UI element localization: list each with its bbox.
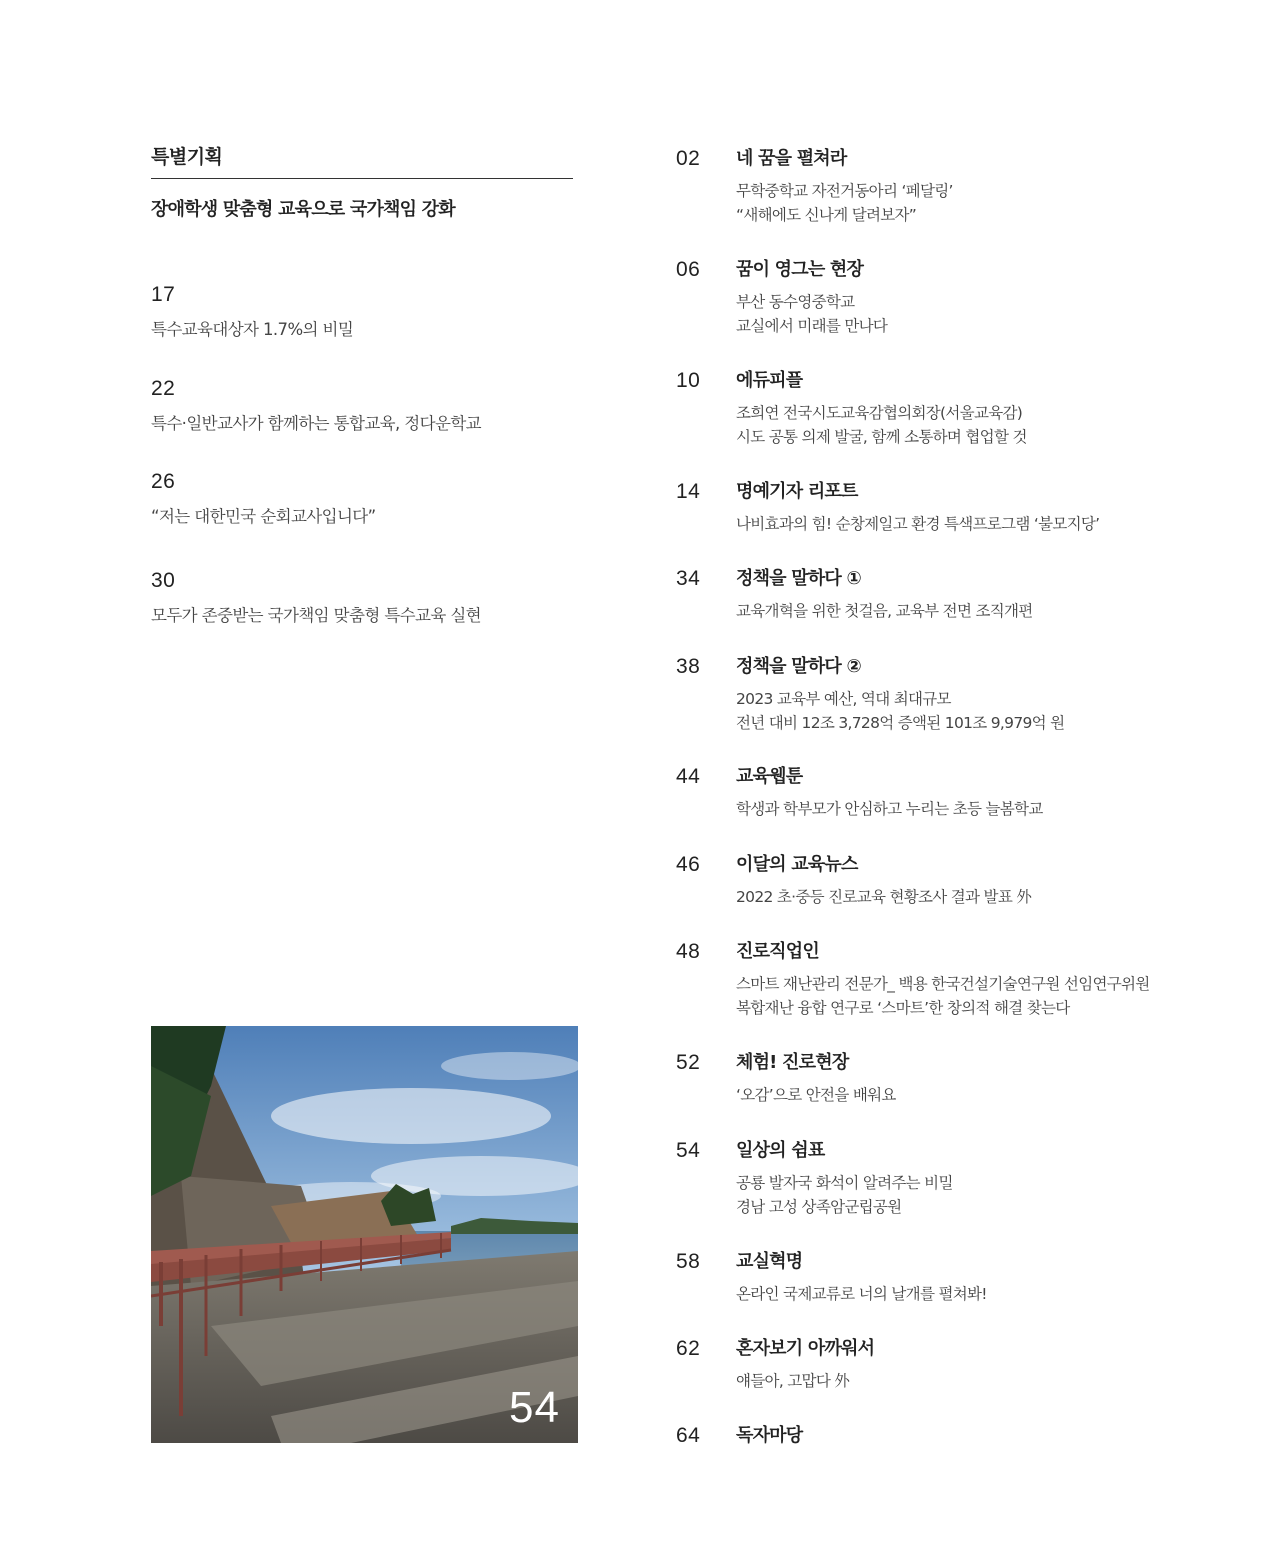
toc-title: 네 꿈을 펼쳐라	[736, 148, 847, 169]
toc-title: 교육웹툰	[736, 766, 803, 787]
toc-description: 무학중학교 자전거동아리 ‘페달링’ “새해에도 신나게 달려보자”	[736, 182, 953, 224]
toc-description: 2023 교육부 예산, 역대 최대규모 전년 대비 12조 3,728억 증액된 101조 9,979억 원	[736, 690, 1065, 732]
toc-title: 체험! 진로현장	[736, 1052, 849, 1073]
special-item[interactable]	[151, 470, 591, 527]
toc-page-number: 48	[676, 940, 701, 963]
toc-title: 교실혁명	[736, 1251, 803, 1272]
coastal-photo[interactable]	[151, 1026, 578, 1443]
special-item-page: 30	[151, 569, 176, 592]
special-item-page: 26	[151, 470, 176, 493]
toc-description: 2022 초·중등 진로교육 현황조사 결과 발표 外	[736, 888, 1032, 906]
toc-description: ‘오감’으로 안전을 배워요	[736, 1086, 896, 1104]
toc-description: 부산 동수영중학교 교실에서 미래를 만나다	[736, 293, 888, 335]
special-item-text: 특수·일반교사가 함께하는 통합교육, 정다운학교	[151, 414, 482, 433]
toc-description: 조희연 전국시도교육감협의회장(서울교육감) 시도 공통 의제 발굴, 함께 소통하며 협업할 것	[736, 404, 1027, 446]
toc-page-number: 38	[676, 655, 701, 678]
special-feature-label: 특별기획	[151, 142, 573, 179]
toc-title: 혼자보기 아까워서	[736, 1338, 875, 1359]
toc-title: 정책을 말하다 ②	[736, 656, 861, 677]
toc-page-number: 06	[676, 258, 701, 281]
toc-description: 온라인 국제교류로 너의 날개를 펼쳐봐!	[736, 1285, 987, 1303]
toc-page-number: 02	[676, 147, 701, 170]
toc-page-number: 44	[676, 765, 701, 788]
toc-page-number: 34	[676, 567, 701, 590]
toc-page-number: 64	[676, 1424, 701, 1447]
toc-title: 이달의 교육뉴스	[736, 854, 858, 875]
special-item-text: 모두가 존중받는 국가책임 맞춤형 특수교육 실현	[151, 606, 482, 625]
toc-page-number: 54	[676, 1139, 701, 1162]
special-item-text: “저는 대한민국 순회교사입니다”	[151, 507, 376, 526]
toc-page-number: 10	[676, 369, 701, 392]
toc-description: 스마트 재난관리 전문가_ 백용 한국건설기술연구원 선임연구위원 복합재난 융합 연구로 ‘스마트’한 창의적 해결 찾는다	[736, 975, 1150, 1017]
special-item-page: 17	[151, 283, 176, 306]
toc-title: 에듀피플	[736, 370, 803, 391]
toc-page-number: 46	[676, 853, 701, 876]
special-item[interactable]	[151, 377, 591, 434]
toc-page-number: 52	[676, 1051, 701, 1074]
special-feature-header	[151, 142, 573, 221]
toc-title: 정책을 말하다 ①	[736, 568, 861, 589]
special-feature-subtitle: 장애학생 맞춤형 교육으로 국가책임 강화	[151, 199, 455, 220]
toc-title: 명예기자 리포트	[736, 481, 858, 502]
toc-title: 독자마당	[736, 1425, 803, 1446]
special-item-text: 특수교육대상자 1.7%의 비밀	[151, 320, 354, 339]
special-item[interactable]	[151, 283, 591, 340]
toc-description: 얘들아, 고맙다 外	[736, 1372, 850, 1390]
toc-page-number: 14	[676, 480, 701, 503]
toc-page-number: 62	[676, 1337, 701, 1360]
toc-title: 일상의 쉼표	[736, 1140, 825, 1161]
toc-description: 나비효과의 힘! 순창제일고 환경 특색프로그램 ‘불모지당’	[736, 515, 1100, 533]
photo-page-number: 54	[509, 1383, 560, 1432]
toc-description: 교육개혁을 위한 첫걸음, 교육부 전면 조직개편	[736, 602, 1033, 620]
toc-title: 진로직업인	[736, 941, 819, 962]
special-item[interactable]	[151, 569, 591, 626]
toc-description: 학생과 학부모가 안심하고 누리는 초등 늘봄학교	[736, 800, 1043, 818]
toc-title: 꿈이 영그는 현장	[736, 259, 864, 280]
coastal-photo-illustration	[151, 1026, 578, 1443]
toc-description: 공룡 발자국 화석이 알려주는 비밀 경남 고성 상족암군립공원	[736, 1174, 953, 1216]
special-item-page: 22	[151, 377, 176, 400]
toc-page-number: 58	[676, 1250, 701, 1273]
